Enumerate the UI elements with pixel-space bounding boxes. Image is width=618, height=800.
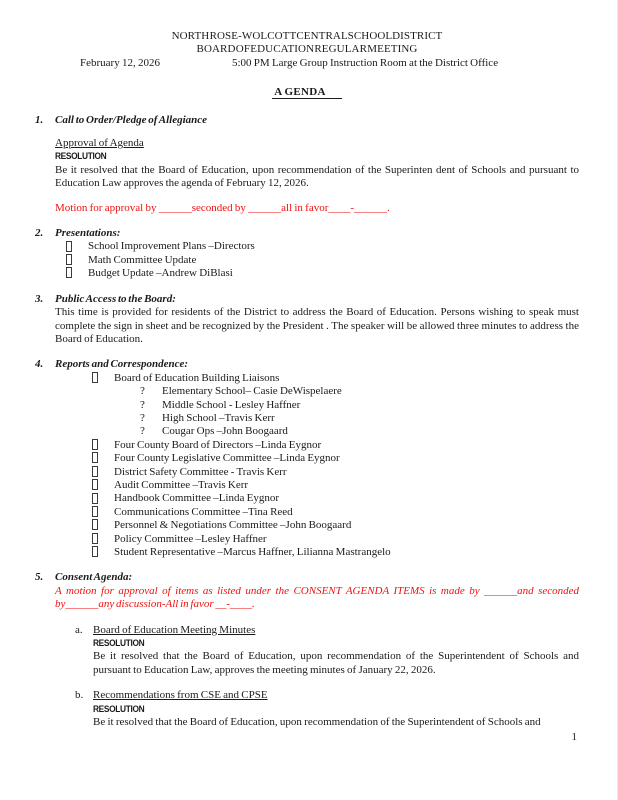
list-item-label: Communications Committee –Tina Reed bbox=[114, 505, 293, 518]
section-4-number: 4. bbox=[35, 358, 44, 371]
consent-item-b bbox=[75, 689, 579, 729]
meeting-title: BOARD OF EDUCATION REGULAR MEETING bbox=[196, 43, 418, 56]
list-item-label: Personnel & Negotiations Committee –John Boogaard bbox=[114, 519, 352, 532]
question-mark-bullet-icon: ? bbox=[140, 425, 145, 438]
section-3-number: 3. bbox=[35, 292, 44, 305]
list-item-label: Budget Update –Andrew DiBlasi bbox=[88, 267, 233, 280]
list-item-label: Math Committee Update bbox=[88, 253, 197, 266]
section-5-title: Consent Agenda: bbox=[55, 571, 133, 584]
building-liaisons-sublist bbox=[140, 385, 579, 439]
list-item-label: Student Representative –Marcus Haffner, Lilianna Mastrangelo bbox=[114, 546, 391, 558]
resolution-label: RESOLUTION bbox=[93, 638, 145, 650]
list-item bbox=[92, 533, 579, 546]
missing-glyph-bullet-icon bbox=[92, 546, 98, 557]
public-access-text: This time is provided for residents of the District to address the Board of Education. Persons wishing to speak must complete the sign in sheet and be recognized by the President . The speaker will be allowed three minutes to address the Board of Education. bbox=[55, 306, 579, 345]
list-item-label: District Safety Committee - Travis Kerr bbox=[114, 465, 287, 478]
missing-glyph-bullet-icon bbox=[92, 519, 98, 530]
list-item-label: Four County Board of Directors –Linda Eygnor bbox=[114, 438, 322, 451]
list-item bbox=[92, 439, 579, 452]
list-item-label: High School –Travis Kerr bbox=[162, 411, 275, 424]
list-item-label: Middle School - Lesley Haffner bbox=[162, 398, 301, 411]
resolution-label: RESOLUTION bbox=[55, 151, 107, 163]
list-item-label: Elementary School– Casie DeWispelaere bbox=[162, 385, 342, 398]
section-presentations bbox=[35, 227, 579, 281]
consent-agenda-motion-line: A motion for approval of items as listed under the CONSENT AGENDA ITEMS is made by ______and seconded by______any discussion-All in favor __-____. bbox=[55, 584, 579, 611]
missing-glyph-bullet-icon bbox=[92, 479, 98, 490]
meeting-time-location: 5:00 PM Large Group Instruction Room at the District Office bbox=[232, 56, 499, 69]
section-4-title: Reports and Correspondence: bbox=[55, 358, 189, 371]
meeting-dateline bbox=[35, 57, 579, 70]
list-item bbox=[92, 519, 579, 532]
question-mark-bullet-icon: ? bbox=[140, 398, 145, 411]
resolution-label: RESOLUTION bbox=[93, 703, 145, 715]
approval-resolution-text: Be it resolved that the Board of Education, upon recommendation of the Superinten dent of Schools and pursuant to Education Law approves the agenda of February 12, 2026. bbox=[55, 163, 579, 190]
list-item bbox=[140, 399, 579, 412]
consent-item-b-letter: b. bbox=[75, 689, 84, 702]
missing-glyph-bullet-icon bbox=[92, 506, 98, 517]
missing-glyph-bullet-icon bbox=[66, 241, 72, 252]
list-item bbox=[92, 479, 579, 492]
consent-item-a bbox=[75, 624, 579, 678]
committees-list bbox=[92, 439, 579, 560]
list-item bbox=[92, 372, 579, 385]
list-item bbox=[66, 254, 579, 267]
missing-glyph-bullet-icon bbox=[92, 452, 98, 463]
consent-item-a-title: Board of Education Meeting Minutes bbox=[93, 623, 256, 636]
list-item bbox=[92, 492, 579, 505]
section-2-title: Presentations: bbox=[55, 227, 121, 240]
question-mark-bullet-icon: ? bbox=[140, 385, 145, 398]
motion-for-approval-line: Motion for approval by ______seconded by ______all in favor____-______. bbox=[55, 201, 390, 214]
list-item-label: Board of Education Building Liaisons bbox=[114, 371, 280, 384]
list-item bbox=[92, 466, 579, 479]
list-item bbox=[140, 425, 579, 438]
agenda-heading: A GENDA bbox=[272, 86, 341, 99]
missing-glyph-bullet-icon bbox=[92, 533, 98, 544]
missing-glyph-bullet-icon bbox=[66, 254, 72, 265]
missing-glyph-bullet-icon bbox=[92, 466, 98, 477]
page-number: 1 bbox=[571, 731, 577, 743]
list-item-label: School Improvement Plans –Directors bbox=[88, 240, 255, 253]
section-5-number: 5. bbox=[35, 571, 44, 584]
presentations-list bbox=[66, 240, 579, 280]
list-item bbox=[66, 267, 579, 280]
section-consent-agenda bbox=[35, 571, 579, 729]
section-2-number: 2. bbox=[35, 227, 44, 240]
consent-item-a-letter: a. bbox=[75, 623, 83, 636]
list-item bbox=[140, 385, 579, 398]
reports-list bbox=[92, 372, 579, 385]
approval-of-agenda-heading: Approval of Agenda bbox=[55, 137, 144, 150]
list-item bbox=[92, 452, 579, 465]
missing-glyph-bullet-icon bbox=[92, 439, 98, 450]
section-1-title: Call to Order/Pledge of Allegiance bbox=[55, 113, 208, 126]
question-mark-bullet-icon: ? bbox=[140, 411, 145, 424]
list-item bbox=[140, 412, 579, 425]
list-item-label: Audit Committee –Travis Kerr bbox=[114, 478, 249, 491]
missing-glyph-bullet-icon bbox=[92, 493, 98, 504]
list-item-label: Cougar Ops –John Boogaard bbox=[162, 425, 288, 438]
missing-glyph-bullet-icon bbox=[66, 267, 72, 278]
list-item-label: Handbook Committee –Linda Eygnor bbox=[114, 492, 279, 505]
consent-item-a-text: Be it resolved that the Board of Education, upon recommendation of the Superintendent of Schools and pursuant to Education Law, approves the meeting minutes of January 22, 2026. bbox=[93, 650, 579, 676]
district-title: NORTH ROSE-WOLCOTT CENTRAL SCHOOL DISTRICT bbox=[171, 30, 443, 42]
agenda-heading-wrap bbox=[35, 86, 579, 99]
section-3-title: Public Access to the Board: bbox=[55, 292, 176, 305]
list-item-label: Policy Committee –Lesley Haffner bbox=[114, 532, 267, 545]
consent-item-b-text: Be it resolved that the Board of Education, upon recommendation of the Superintendent of Schools and bbox=[93, 716, 541, 729]
missing-glyph-bullet-icon bbox=[92, 372, 98, 383]
meeting-date: February 12, 2026 bbox=[80, 56, 160, 69]
consent-item-b-title: Recommendations from CSE and CPSE bbox=[93, 689, 268, 702]
list-item bbox=[92, 546, 579, 559]
section-call-to-order bbox=[35, 114, 579, 215]
section-public-access bbox=[35, 293, 579, 347]
list-item bbox=[92, 506, 579, 519]
section-1-number: 1. bbox=[35, 113, 44, 126]
list-item bbox=[66, 240, 579, 253]
section-reports-correspondence bbox=[35, 358, 579, 559]
list-item-label: Four County Legislative Committee –Linda Eygnor bbox=[114, 452, 340, 465]
